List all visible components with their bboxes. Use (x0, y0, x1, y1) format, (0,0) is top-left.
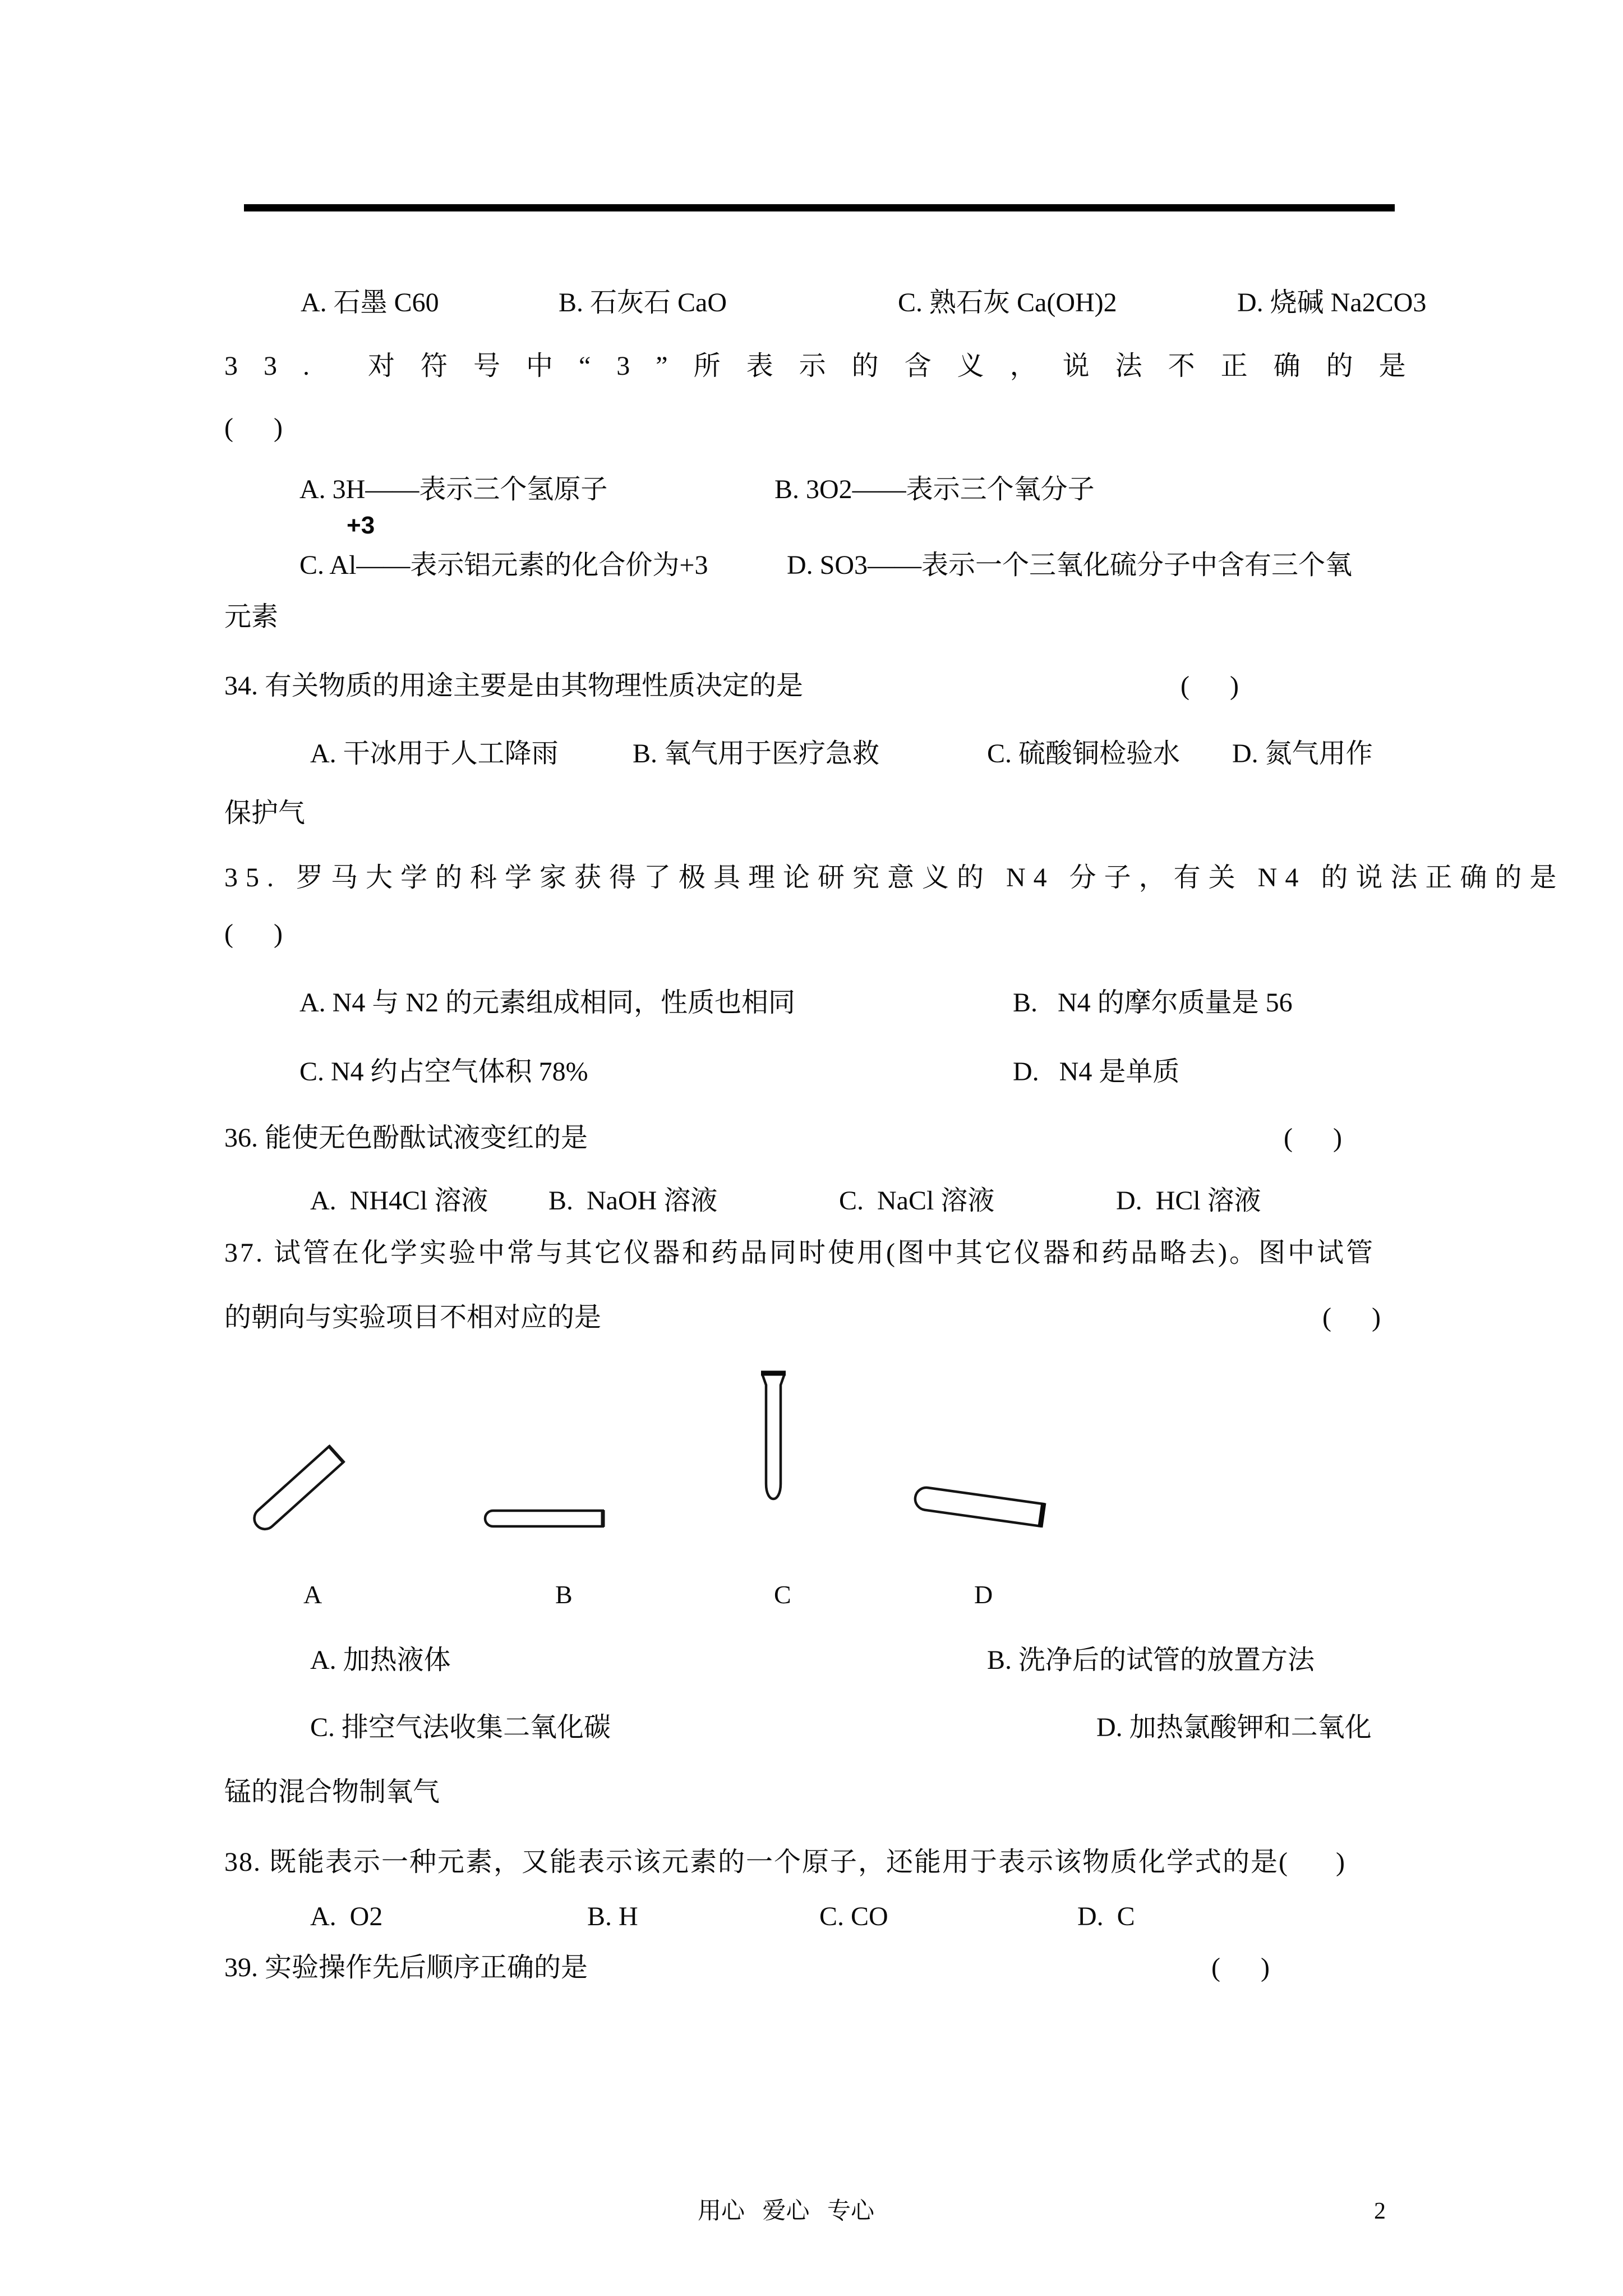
q39-stem: 39. 实验操作先后顺序正确的是 (224, 1953, 588, 1982)
q34-answer-paren: ( ) (1181, 671, 1239, 701)
q37-option-a: A. 加热液体 (310, 1645, 451, 1675)
q37-stem-line1: 37. 试管在化学实验中常与其它仪器和药品同时使用(图中其它仪器和药品略去)。图中试管 (224, 1238, 1375, 1268)
q34-option-b: B. 氧气用于医疗急救 (633, 739, 880, 769)
q38-stem: 38. 既能表示一种元素，又能表示该元素的一个原子，还能用于表示该物质化学式的是( ) (224, 1847, 1346, 1877)
q32-option-d: D. 烧碱 Na2CO3 (1237, 288, 1427, 318)
q38-option-a: A. O2 (310, 1902, 383, 1931)
q33-option-c: C. Al——表示铝元素的化合价为+3 (299, 550, 708, 580)
q36-option-d: D. HCl 溶液 (1116, 1186, 1261, 1216)
q33-stem: 33. 对符号中“3”所表示的含义，说法不正确的是 (224, 351, 1432, 381)
q35-option-c: C. N4 约占空气体积 78% (299, 1057, 588, 1087)
test-tube-b-horizontal-figure (483, 1509, 606, 1528)
q35-option-a: A. N4 与 N2 的元素组成相同，性质也相同 (299, 988, 795, 1018)
q36-option-c: C. NaCl 溶液 (839, 1186, 995, 1216)
q33-answer-paren: ( ) (224, 413, 283, 443)
q35-option-d: D. N4 是单质 (1013, 1057, 1180, 1087)
q37-option-c: C. 排空气法收集二氧化碳 (310, 1713, 611, 1742)
q32-option-c: C. 熟石灰 Ca(OH)2 (898, 288, 1117, 318)
q36-option-a: A. NH4Cl 溶液 (310, 1186, 488, 1216)
q35-option-b: B. N4 的摩尔质量是 56 (1013, 988, 1293, 1018)
q38-option-b: B. H (587, 1902, 638, 1931)
figure-label-c: C (774, 1580, 791, 1609)
q38-option-c: C. CO (819, 1902, 888, 1931)
footer-motto: 用心 爱心 专心 (698, 2198, 875, 2224)
q36-answer-paren: ( ) (1284, 1123, 1342, 1153)
q36-option-b: B. NaOH 溶液 (548, 1186, 718, 1216)
q38-option-d: D. C (1077, 1902, 1135, 1931)
header-rule (244, 204, 1395, 211)
figure-label-d: D (974, 1580, 993, 1609)
test-tube-a-tilted-up-figure (246, 1443, 347, 1537)
figure-label-b: B (555, 1580, 573, 1609)
q36-stem: 36. 能使无色酚酞试液变红的是 (224, 1123, 588, 1153)
q37-option-d: D. 加热氯酸钾和二氧化 (1096, 1713, 1372, 1742)
footer-page-number: 2 (1374, 2198, 1386, 2224)
q37-option-d-continuation: 锰的混合物制氧气 (224, 1777, 440, 1807)
q33-option-a: A. 3H——表示三个氢原子 (299, 475, 608, 504)
q33-option-b: B. 3O2——表示三个氧分子 (774, 475, 1095, 504)
q34-stem: 34. 有关物质的用途主要是由其物理性质决定的是 (224, 671, 804, 701)
q37-answer-paren: ( ) (1322, 1303, 1381, 1332)
test-tube-d-tilted-down-figure (910, 1484, 1047, 1529)
q37-option-b: B. 洗净后的试管的放置方法 (987, 1645, 1315, 1675)
q34-option-d-continuation: 保护气 (224, 798, 306, 828)
figure-label-a: A (303, 1580, 322, 1609)
q35-stem: 35. 罗马大学的科学家获得了极具理论研究意义的 N4 分子，有关 N4 的说法正确的是 (224, 863, 1565, 892)
q33-valence-superscript: +3 (347, 512, 375, 539)
q32-option-b: B. 石灰石 CaO (559, 288, 727, 318)
q39-answer-paren: ( ) (1211, 1953, 1270, 1982)
q37-stem-line2: 的朝向与实验项目不相对应的是 (224, 1303, 602, 1332)
q33-option-d: D. SO3——表示一个三氧化硫分子中含有三个氧 (787, 550, 1353, 580)
q35-answer-paren: ( ) (224, 919, 283, 949)
q34-option-d: D. 氮气用作 (1232, 739, 1373, 769)
q34-option-c: C. 硫酸铜检验水 (987, 739, 1181, 769)
q33-option-d-continuation: 元素 (224, 602, 279, 632)
test-tube-c-vertical-figure (760, 1370, 787, 1508)
q34-option-a: A. 干冰用于人工降雨 (310, 739, 559, 769)
q32-option-a: A. 石墨 C60 (301, 288, 439, 318)
